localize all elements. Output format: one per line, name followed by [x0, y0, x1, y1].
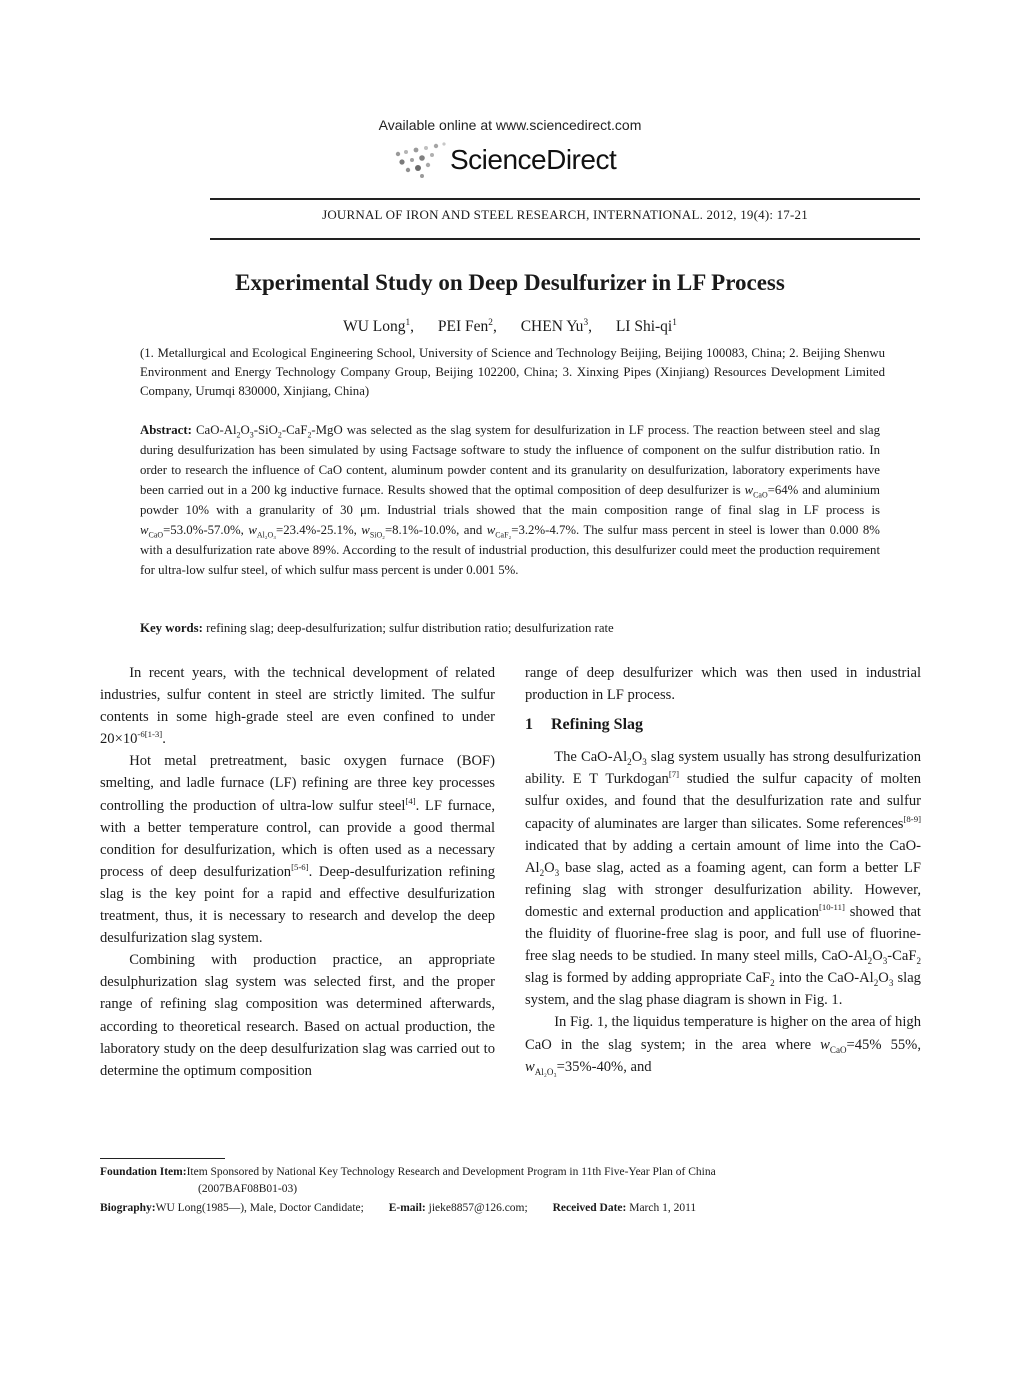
paragraph: In recent years, with the technical development of related industries, sulfur content in steel are strictly limited. The sulfur contents in some high-grade steel are even confined to under $20\times 10^{-6[1-3]}$. — [100, 665, 495, 748]
section-heading: 1 Refining Slag — [525, 716, 644, 734]
sciencedirect-dots-icon — [392, 140, 448, 180]
paragraph: In Fig. 1, the liquidus temperature is higher on the area of high CaO in the slag system; in the area where $w_{CaO}=45\%$ 55%, $w_{Al_2O_3}=35\%-40\%$, and — [525, 1014, 921, 1077]
author-name: PEI Fen$^2$, — [437, 317, 497, 335]
journal-citation: JOURNAL OF IRON AND STEEL RESEARCH, INTERNATIONAL. 2012, 19(4): 17-21 — [322, 207, 808, 222]
email-link[interactable]: jieke8857@126.com; — [428, 1202, 528, 1214]
author-list — [0, 318, 1020, 336]
paragraph: range of deep desulfurizer which was then used in industrial production in LF process. — [525, 665, 921, 704]
paragraph: Hot metal pretreatment, basic oxygen furnace (BOF) smelting, and ladle furnace (LF) refining are three key processes controlling the production of ultra-low sulfur steel[4]. LF furnace, with a better temperature control, can provide a good thermal condition for desulfurization, which is often used as a necessary process of deep desulfurization[5-6]. Deep-desulfurization refining slag is the key point for a rapid and effective desulfurization treatment, thus, it is necessary to research and develop the deep desulfurization slag system. — [100, 753, 496, 947]
author-name: WU Long$^1$, — [343, 317, 415, 335]
available-online-line: Available online at www.sciencedirect.com — [378, 117, 642, 133]
paragraph: Combining with production practice, an appropriate desulphurization slag system was selected first, and the proper range of refining slag composition was determined afterwards, according to theoretical research. Based on actual production, the laboratory study on the deep desulfurization slag was carried out to determine the optimum composition — [100, 952, 495, 1079]
body-left-column — [100, 662, 495, 1082]
author-name: CHEN Yu$^3$, — [520, 317, 592, 335]
affiliations: (1. Metallurgical and Ecological Engineering School, University of Science and Technology Beijing, Beijing 100083, China; 2. Beijing Shenwu Environment and Energy Technology Company Group, Beijing 102200, China; 3. Xinxing Pipes (Xinjiang) Resources Development Limited Company, Urumqi 830000, Xinjiang, China) — [140, 346, 885, 398]
keywords: Key words: refining slag; deep-desulfurization; sulfur distribution ratio; desulfurization rate — [140, 621, 614, 635]
header-top-rule — [210, 198, 920, 200]
paper-title: Experimental Study on Deep Desulfurizer in LF Process — [235, 270, 785, 295]
biography-line: Biography:WU Long(1985—), Male, Doctor Candidate; E-mail: jieke8857@126.com; Received Date: March 1, 2011 — [100, 1202, 697, 1214]
abstract-label: Abstract: — [140, 423, 192, 437]
keywords-label: Key words: — [140, 621, 203, 635]
author-name: LI Shi-$qi^1$ — [615, 317, 677, 335]
sciencedirect-wordmark: ScienceDirect — [450, 144, 617, 175]
foundation-item: Foundation Item:Item Sponsored by National Key Technology Research and Development Program in 11th Five-Year Plan of China (2007BAF08B01-03) — [100, 1166, 716, 1195]
footnote-rule — [100, 1158, 225, 1159]
abstract: Abstract: CaO-$Al_2O_3-SiO_2-CaF_2$-MgO was selected as the slag system for desulfurization in LF process. The reaction between steel and slag during desulfurization has been simulated by using Factsage software to study the influence of component on the sulfur distribution ratio. In order to research the influence of CaO content, aluminum powder content and its granularity on desulfurization, laboratory experiments have been carried out in a 200 kg inductive furnace. Results showed that the optimal composition of deep desulfurizer is $w_{CaO}=64\%$ and aluminium powder 10% with a granularity of 30 μm. Industrial trials showed that the main composition range of final slag in LF process is $w_{CaO}=53.0\%-57.0\%$, $w_{Al_2O_3}=23.4\%-25.1\%$, $w_{SiO_2}=8.1\%-10.0\%$, and $w_{CaF_2}=3.2\%-4.7\%$. The sulfur mass percent in steel is lower than 0.000 8% with a desulfurization rate above 89%. According to the result of industrial production, this desulfurizer could meet the production requirement for ultra-low sulfur steel, of which sulfur mass percent is under 0.001 5%. — [140, 423, 880, 577]
header-bottom-rule — [210, 238, 920, 240]
body-right-column — [525, 662, 921, 1078]
paragraph: The CaO-$Al_2O_3$ slag system usually has strong desulfurization ability. E T Turkdogan[7] studied the sulfur capacity of molten sulfur oxides, and found that the desulfurization rate and sulfur capacity of aluminates are larger than silicates. Some references[8-9] indicated that by adding a certain amount of lime into the CaO-$Al_2O_3$ base slag, acted as a foaming agent, can form a better LF refining slag with stronger desulfurization ability. However, domestic and external production and application[10-11] showed that the fluidity of fluorine-free slag is poor, and full use of fluorine-free slag needs to be studied. In many steel mills, CaO-$Al_2O_3-CaF_2$ slag is formed by adding appropriate CaF$_2$ into the CaO-$Al_2O_3$ slag system, and the slag phase diagram is shown in Fig. 1. — [525, 749, 921, 1009]
sciencedirect-logo — [392, 138, 616, 182]
